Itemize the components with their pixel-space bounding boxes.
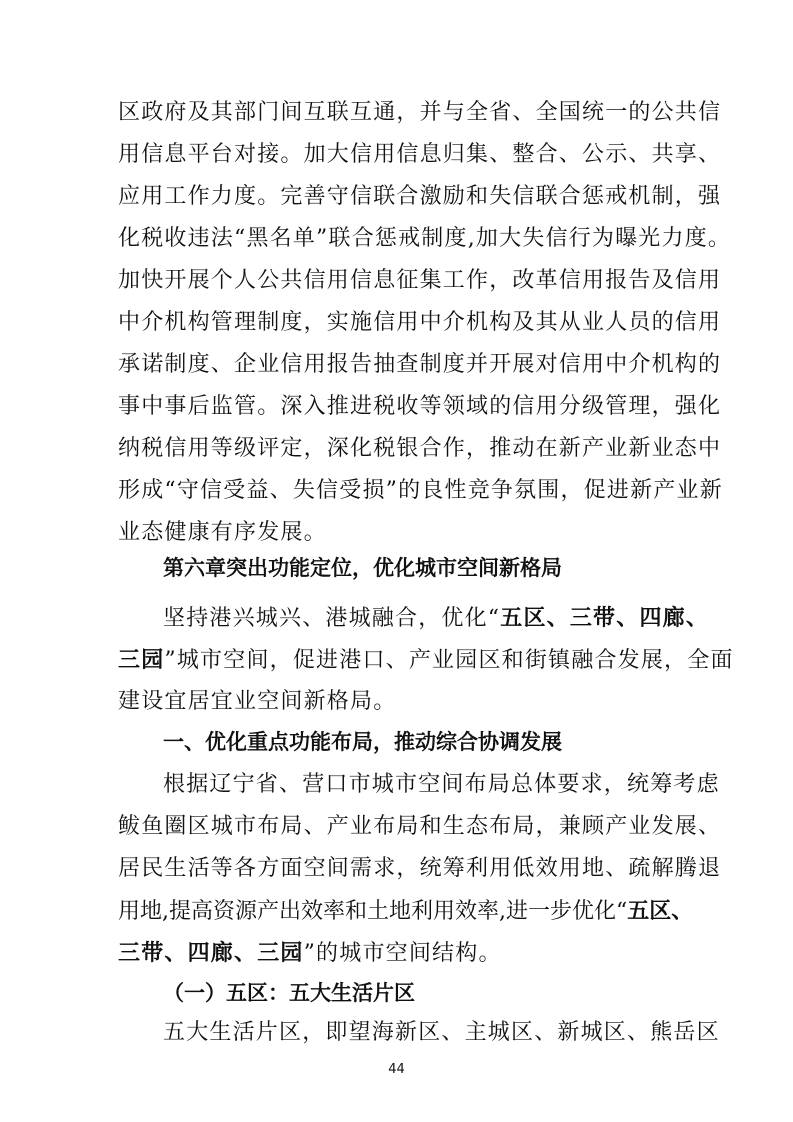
paragraph-text: 坚持港兴城兴、港城融合，优化“ bbox=[163, 606, 501, 631]
paragraph-line: 纳税信用等级评定，深化税银合作，推动在新产业新业态中 bbox=[118, 436, 722, 461]
paragraph-line: 区政府及其部门间互联互通，并与全省、全国统一的公共信 bbox=[118, 100, 722, 125]
paragraph-line: 业态健康有序发展。 bbox=[118, 520, 327, 545]
paragraph-line: 五大生活片区，即望海新区、主城区、新城区、熊岳区 bbox=[163, 1020, 720, 1045]
subsection-heading: （一）五区：五大生活片区 bbox=[163, 981, 415, 1005]
paragraph-line: 鲅鱼圈区城市布局、产业布局和生态布局，兼顾产业发展、 bbox=[118, 814, 722, 839]
emphasis-text: 五区、三带、四廊、 bbox=[500, 605, 710, 631]
paragraph-line: 居民生活等各方面空间需求，统筹利用低效用地、疏解腾退 bbox=[118, 856, 722, 881]
paragraph-text: 用地,提高资源产出效率和土地利用效率,进一步优化“ bbox=[118, 899, 628, 924]
section-heading: 一、优化重点功能布局，推动综合协调发展 bbox=[163, 730, 562, 754]
paragraph-line: 根据辽宁省、营口市城市空间布局总体要求，统筹考虑 bbox=[163, 772, 720, 797]
paragraph-line bbox=[118, 938, 678, 969]
paragraph-line bbox=[163, 603, 710, 634]
paragraph-line: 应用工作力度。完善守信联合激励和失信联合惩戒机制，强 bbox=[118, 184, 722, 209]
paragraph-line: 形成“守信受益、失信受损”的良性竞争氛围，促进新产业新 bbox=[118, 478, 723, 503]
paragraph-line bbox=[118, 645, 734, 676]
paragraph-line: 承诺制度、企业信用报告抽查制度并开展对信用中介机构的 bbox=[118, 352, 722, 377]
paragraph-text: ”的城市空间结构。 bbox=[303, 941, 502, 966]
page-number: 44 bbox=[388, 1062, 405, 1077]
paragraph-line: 建设宜居宜业空间新格局。 bbox=[118, 689, 397, 714]
paragraph-line: 事中事后监管。深入推进税收等领域的信用分级管理，强化 bbox=[118, 394, 722, 419]
paragraph-line: 用信息平台对接。加大信用信息归集、整合、公示、共享、 bbox=[118, 142, 722, 167]
chapter-heading: 第六章突出功能定位，优化城市空间新格局 bbox=[163, 556, 562, 580]
paragraph-line: 加快开展个人公共信用信息征集工作，改革信用报告及信用 bbox=[118, 268, 722, 293]
paragraph-text: ”城市空间，促进港口、产业园区和街镇融合发展，全面 bbox=[164, 648, 734, 673]
emphasis-text: 三带、四廊、三园 bbox=[118, 940, 304, 966]
paragraph-line bbox=[118, 896, 694, 927]
emphasis-text: 五区、 bbox=[627, 898, 694, 924]
paragraph-line: 中介机构管理制度，实施信用中介机构及其从业人员的信用 bbox=[118, 310, 722, 335]
paragraph-line: 化税收违法“黑名单”联合惩戒制度,加大失信行为曝光力度。 bbox=[118, 226, 732, 251]
emphasis-text: 三园 bbox=[118, 647, 165, 673]
